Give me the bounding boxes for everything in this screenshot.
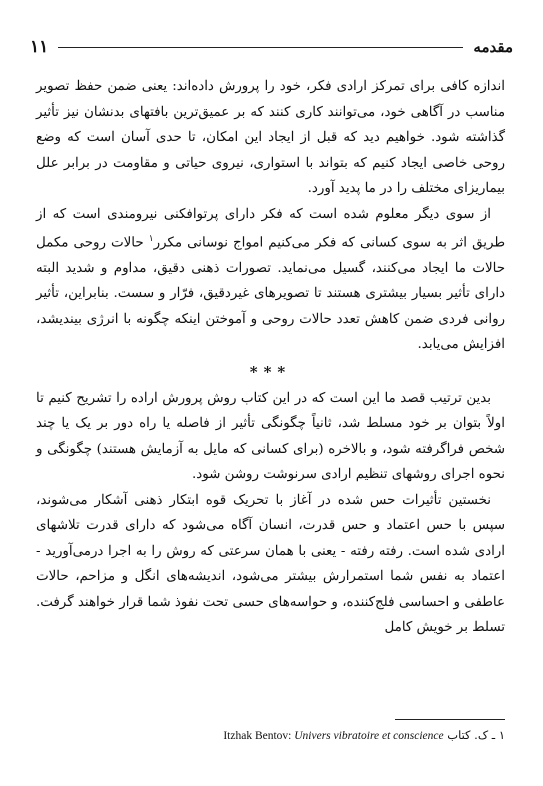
footnote-label: ـ ک. کتاب <box>447 728 496 742</box>
footnote-author: Itzhak Bentov: <box>223 730 292 742</box>
page-header <box>30 34 513 60</box>
header-rule <box>58 47 463 48</box>
footnote-marker: ۱ <box>148 234 154 244</box>
footnote-rule <box>395 719 505 720</box>
page-number: ۱۱ <box>30 37 49 57</box>
paragraph: اندازه کافی برای تمرکز ارادی فکر، خود را پرورش داده‌اند: یعنی ضمن حفظ تصویر مناسب در آگاهی خود، می‌توانند کاری کنند که بر عمیق‌ترین بافتهای بدنشان نیز تأثیر گذاشته شود. خواهیم دید که قبل از ایجاد این امکان، تا حدی آسان است که وضع روحی خاصی ایجاد کنیم که بتواند با استواری، نیروی حیاتی و مقاومت در برابر علل بیماریزای مختلف را در ما پدید آورد. <box>36 79 505 196</box>
section-separator: *** <box>249 362 292 381</box>
body-text <box>36 74 505 641</box>
footnote-title: Univers vibratoire et conscience <box>294 730 444 742</box>
paragraph: بدین ترتیب قصد ما این است که در این کتاب روش پرورش اراده را تشریح کنیم تا اولاً بتوان بر خود مسلط شد، ثانیاً چگونگی تأثیر از فاصله یا راه دور بر یک یا چند شخص فراگرفته شود، و بالاخره (برای کسانی که مایل به آزمایش هستند) چگونگی و نحوه اجرای روشهای تنظیم ارادی سرنوشت روشن شود. <box>36 390 505 483</box>
paragraph <box>36 202 505 358</box>
footnote-source <box>223 730 443 742</box>
paragraph-text: حالات روحی مکمل حالات ما ایجاد می‌کنند، گسیل می‌نماید. تصورات ذهنی دقیق، مداوم و شدید البته دارای تأثیر بسیار بیشتری هستند تا تصویرهای غیردقیق، فرّار و سست. بنابراین، تأثیر روانی فردی ضمن کاهش تعدد حالات روحی و آموختن اینکه چگونه با انرژی بیندیشد، افزایش می‌یابد. <box>36 235 505 353</box>
footnote <box>36 727 505 744</box>
chapter-title: مقدمه <box>473 38 513 56</box>
paragraph: نخستین تأثیرات حس شده در آغاز با تحریک قوه ابتکار ذهنی آشکار می‌شوند، سپس با حس اعتماد و حس قدرت، انسان آگاه می‌شود که دارای قدرت تلاشهای ارادی شده است. رفته رفته - یعنی با همان سرعتی که روش را به اجرا درمی‌آورید - اعتماد به نفس شما استمرارش بیشتر می‌شود، اندیشه‌های انگل و مزاحم، حالات عاطفی و احساسی فلج‌کننده، و حواسه‌های حسی تحت نفوذ شما قرار خواهند گرفت. تسلط بر خویش کامل <box>36 492 505 636</box>
paragraph-text: از سوی دیگر معلوم شده است که فکر دارای پرتوافکنی نیرومندی است که از طریق اثر به سوی کسانی که فکر می‌کنیم امواج نوسانی مکرر <box>36 206 506 251</box>
footnote-number: ۱ <box>498 728 505 742</box>
